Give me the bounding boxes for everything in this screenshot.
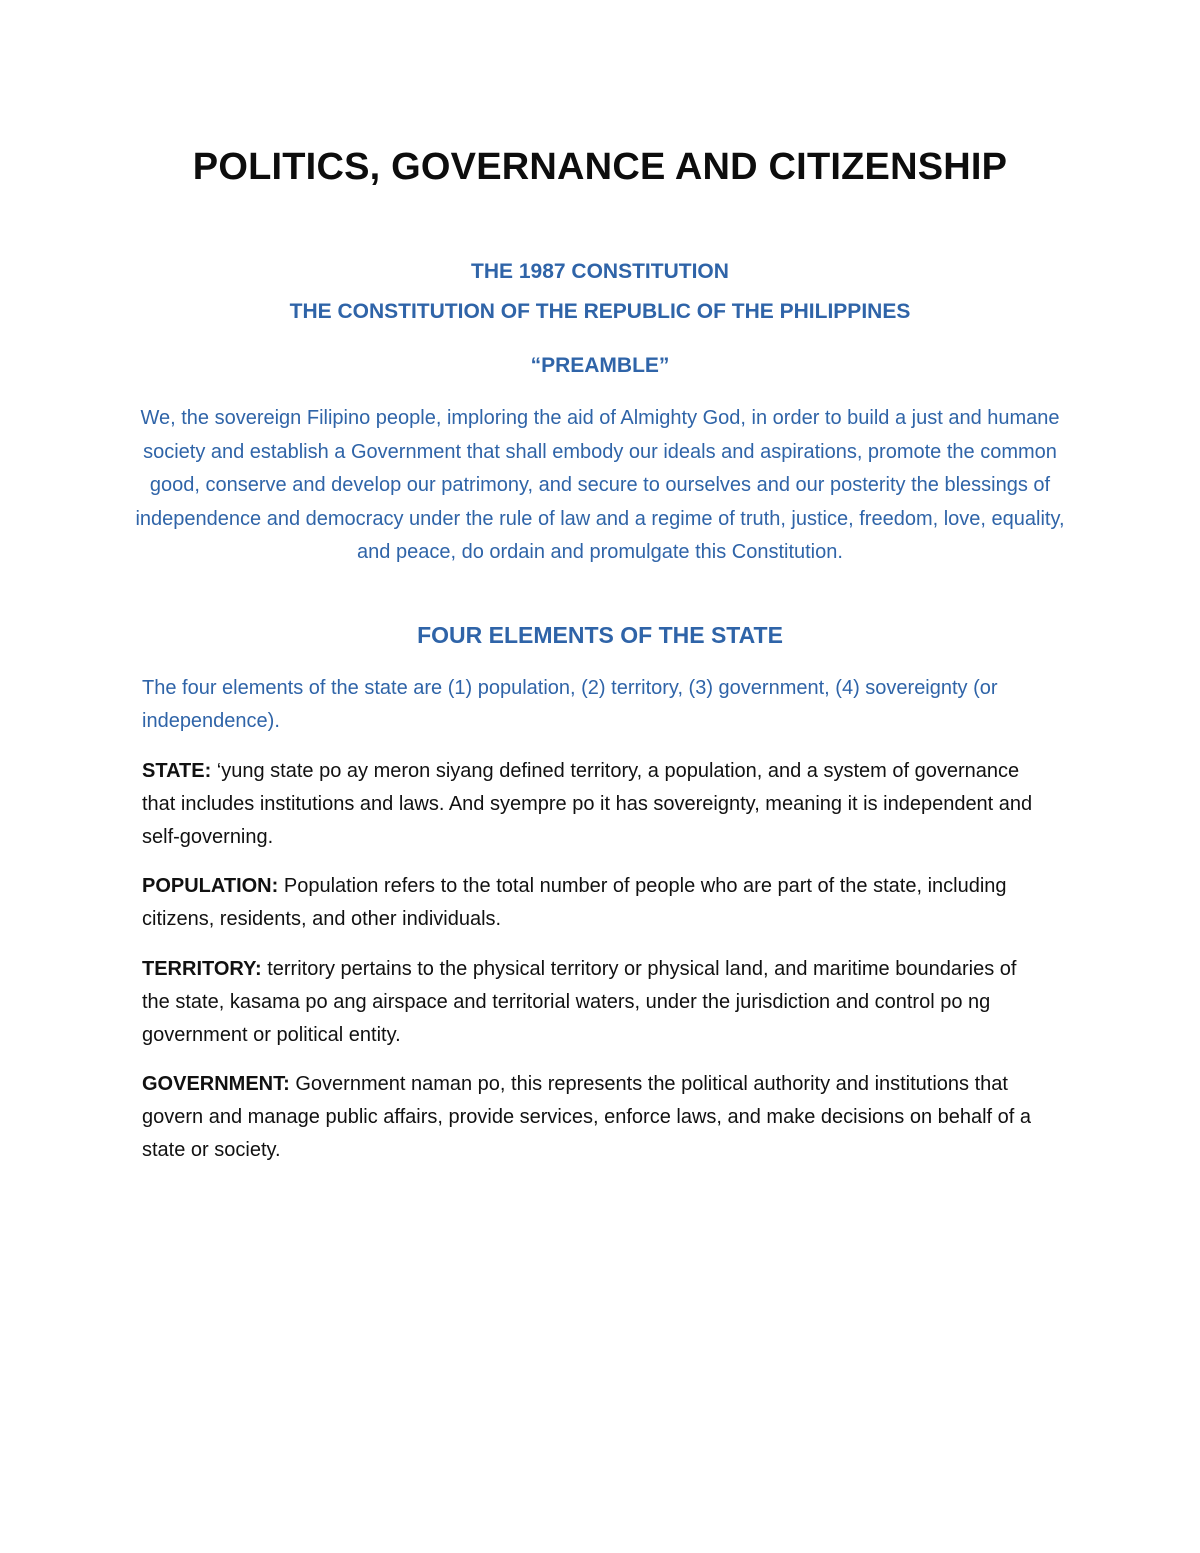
definition-text: ‘yung state po ay meron siyang defined territory, a population, and a system of governance that includes institutions and laws. And syempre po it has sovereignty, meaning it is independent and self-governing. xyxy=(142,760,1033,848)
definition-label: POPULATION: xyxy=(142,875,279,897)
document-title: POLITICS, GOVERNANCE AND CITIZENSHIP xyxy=(192,146,1008,188)
definition-population xyxy=(142,870,1042,936)
preamble-heading: “PREAMBLE” xyxy=(530,354,670,377)
preamble-text: We, the sovereign Filipino people, imploring the aid of Almighty God, in order to build a just and humane society and establish a Government that shall embody our ideals and aspirations, promote the common good, conserve and develop our patrimony, and secure to ourselves and our posterity the blessings of independence and democracy under the rule of law and a regime of truth, justice, freedom, love, equality, and peace, do ordain and promulgate this Constitution. xyxy=(135,407,1065,563)
subtitle-1987-constitution: THE 1987 CONSTITUTION xyxy=(471,260,729,283)
elements-heading: FOUR ELEMENTS OF THE STATE xyxy=(417,622,783,648)
definition-label: TERRITORY: xyxy=(142,958,262,980)
definition-state xyxy=(142,755,1042,854)
definition-label: STATE: xyxy=(142,760,212,782)
definition-text: Population refers to the total number of people who are part of the state, including citizens, residents, and other individuals. xyxy=(142,875,1007,930)
definition-territory xyxy=(142,953,1042,1052)
subtitle-republic-constitution: THE CONSTITUTION OF THE REPUBLIC OF THE PHILIPPINES xyxy=(289,300,911,323)
definition-text: Government naman po, this represents the political authority and institutions that govern and manage public affairs, provide services, enforce laws, and make decisions on behalf of a state or society. xyxy=(142,1073,1032,1161)
definition-label: GOVERNMENT: xyxy=(142,1073,290,1095)
definition-text: territory pertains to the physical territory or physical land, and maritime boundaries of the state, kasama po ang airspace and territorial waters, under the jurisdiction and control po ng government or political entity. xyxy=(142,958,1017,1046)
elements-intro: The four elements of the state are (1) population, (2) territory, (3) government, (4) sovereignty (or independence). xyxy=(142,677,998,732)
definition-government xyxy=(142,1068,1042,1167)
